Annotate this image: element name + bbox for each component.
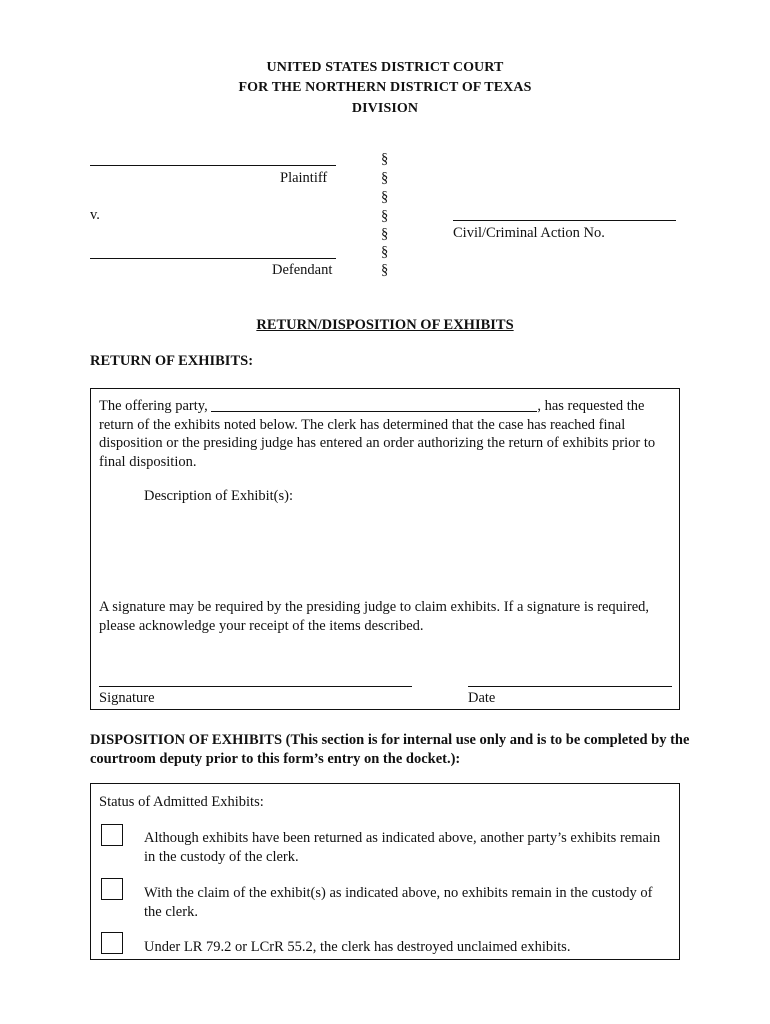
- defendant-label: Defendant: [272, 262, 333, 278]
- date-line[interactable]: [468, 686, 672, 687]
- action-number-label: Civil/Criminal Action No.: [453, 225, 605, 241]
- court-name: UNITED STATES DISTRICT COURT: [266, 60, 504, 75]
- checkbox-destroyed[interactable]: [101, 932, 123, 954]
- offering-party-text: The offering party,: [99, 398, 212, 414]
- description-area[interactable]: [99, 511, 671, 591]
- section-symbol: §: [381, 170, 389, 186]
- return-paragraph: [99, 397, 671, 471]
- status-label: Status of Admitted Exhibits:: [99, 794, 264, 810]
- checkbox-no-exhibits-remain[interactable]: [101, 878, 123, 900]
- district-name: FOR THE NORTHERN DISTRICT OF TEXAS: [238, 80, 532, 95]
- disposition-box: [90, 783, 680, 960]
- offering-party-line[interactable]: [211, 397, 537, 412]
- signature-line[interactable]: [99, 686, 412, 687]
- return-paragraph-rest: return of the exhibits noted below. The clerk has determined that the case has reached final disposition or the presiding judge has entered an order authorizing the return of exhibits prior to final disposition.: [99, 416, 656, 470]
- section-symbol: §: [381, 189, 389, 205]
- plaintiff-name-line[interactable]: [90, 165, 336, 166]
- description-label: Description of Exhibit(s):: [144, 488, 294, 504]
- section-symbol: §: [381, 244, 389, 260]
- requested-text: , has requested the: [537, 398, 645, 414]
- option-no-exhibits-remain: With the claim of the exhibit(s) as indicated above, no exhibits remain in the custody of the clerk.: [144, 885, 653, 920]
- section-symbol: §: [381, 208, 389, 224]
- plaintiff-label: Plaintiff: [280, 170, 328, 186]
- defendant-name-line[interactable]: [90, 258, 336, 259]
- form-title: RETURN/DISPOSITION OF EXHIBITS: [256, 317, 514, 333]
- section-symbol: §: [381, 151, 389, 167]
- division-label: DIVISION: [351, 101, 419, 116]
- return-box: [90, 388, 680, 710]
- disposition-heading: DISPOSITION OF EXHIBITS (This section is for internal use only and is to be completed by the courtroom deputy prior to this form’s entry on the docket.):: [90, 732, 690, 767]
- section-symbol: §: [381, 226, 389, 242]
- option-remain-custody: Although exhibits have been returned as indicated above, another party’s exhibits remain in the custody of the clerk.: [144, 830, 661, 865]
- checkbox-remain-custody[interactable]: [101, 824, 123, 846]
- option-destroyed: Under LR 79.2 or LCrR 55.2, the clerk has destroyed unclaimed exhibits.: [144, 939, 571, 955]
- versus-label: v.: [90, 207, 100, 223]
- action-number-line[interactable]: [453, 220, 676, 221]
- date-label: Date: [468, 690, 496, 706]
- section-symbol: §: [381, 262, 389, 278]
- signature-label: Signature: [99, 690, 155, 706]
- signature-note: A signature may be required by the presiding judge to claim exhibits. If a signature is required, please acknowledge your receipt of the items described.: [99, 599, 650, 634]
- return-heading: RETURN OF EXHIBITS:: [90, 353, 254, 369]
